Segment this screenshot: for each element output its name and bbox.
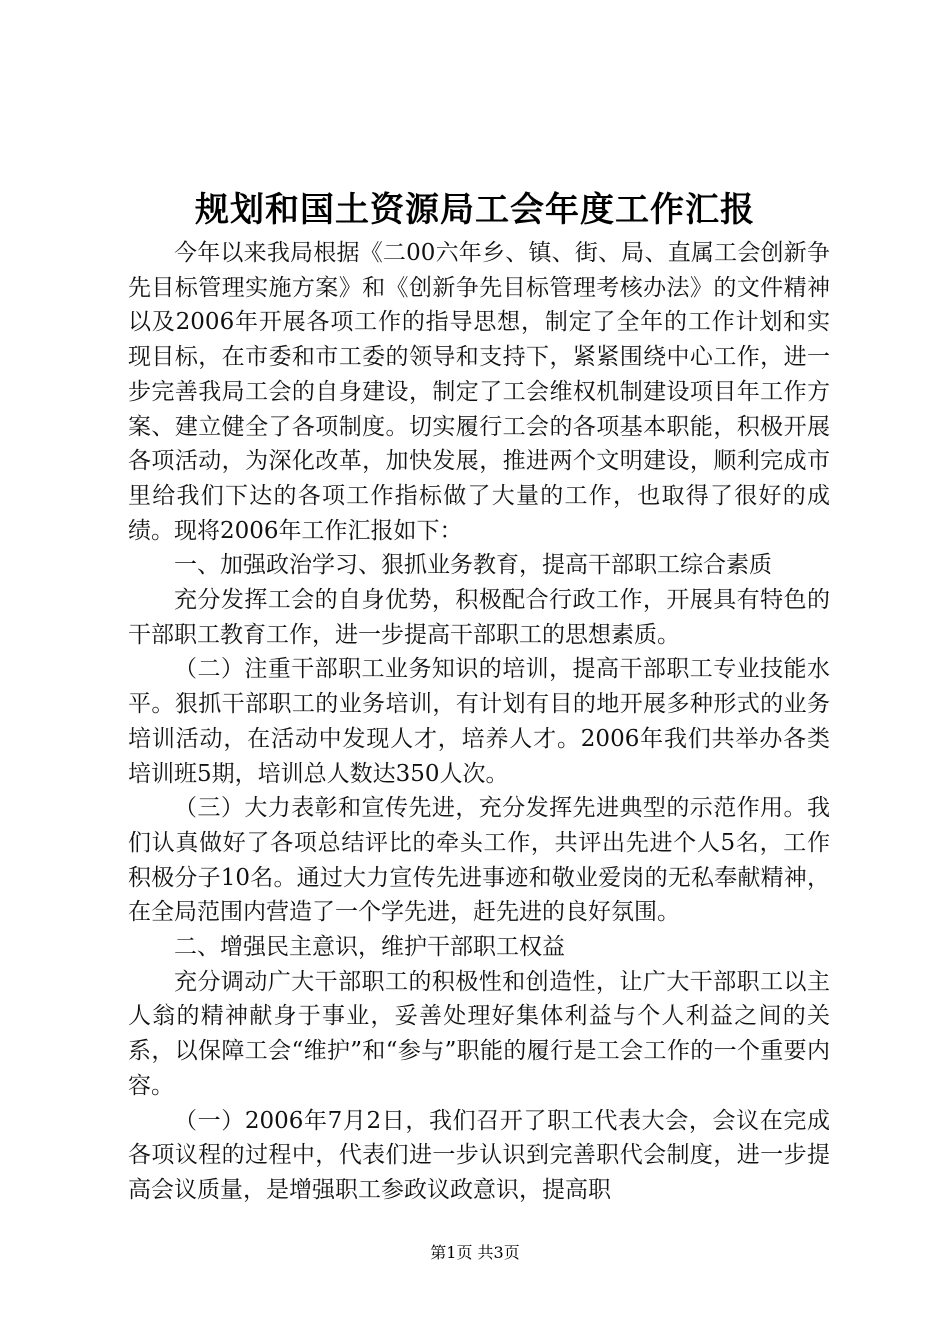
paragraph-section-two: 充分调动广大干部职工的积极性和创造性，让广大干部职工以主人翁的精神献身于事业，妥善处理好集体利益与个人利益之间的关系，以保障工会“维护”和“参与”职能的履行是工会工作的一个重要内容。 (128, 968, 830, 1099)
heading-section-one: 一、加强政治学习、狠抓业务教育，提高干部职工综合素质 (174, 552, 772, 579)
paragraph-congress: （一）2006年7月2日，我们召开了职工代表大会，会议在完成各项议程的过程中，代表们进一步认识到完善职代会制度，进一步提高会议质量，是增强职工参政议政意识，提高职 (128, 1107, 830, 1203)
document-title: 规划和国土资源局工会年度工作汇报 (195, 190, 755, 230)
page-indicator: 第1页 共3页 (430, 1243, 520, 1262)
paragraph-section-one: 充分发挥工会的自身优势，积极配合行政工作，开展具有特色的干部职工教育工作，进一步提高干部职工的思想素质。 (128, 587, 830, 648)
paragraph-intro: 今年以来我局根据《二00六年乡、镇、街、局、直属工会创新争先目标管理实施方案》和《创新争先目标管理考核办法》的文件精神以及2006年开展各项工作的指导思想，制定了全年的工作计划和实现目标，在市委和市工委的领导和支持下，紧紧围绕中心工作，进一步完善我局工会的自身建设，制定了工会维权机制建设项目年工作方案、建立健全了各项制度。切实履行工会的各项基本职能，积极开展各项活动，为深化改革，加快发展，推进两个文明建设，顺利完成市里给我们下达的各项工作指标做了大量的工作，也取得了很好的成绩。现将2006年工作汇报如下： (128, 240, 830, 544)
paragraph-commendation: （三）大力表彰和宣传先进，充分发挥先进典型的示范作用。我们认真做好了各项总结评比的牵头工作，共评出先进个人5名，工作积极分子10名。通过大力宣传先进事迹和敬业爱岗的无私奉献精神，在全局范围内营造了一个学先进，赶先进的良好氛围。 (128, 795, 830, 926)
heading-section-two: 二、增强民主意识，维护干部职工权益 (174, 934, 565, 961)
paragraph-training: （二）注重干部职工业务知识的培训，提高干部职工专业技能水平。狠抓干部职工的业务培训，有计划有目的地开展多种形式的业务培训活动，在活动中发现人才，培养人才。2006年我们共举办各类培训班5期，培训总人数达350人次。 (128, 656, 830, 787)
document-body (128, 236, 830, 1208)
